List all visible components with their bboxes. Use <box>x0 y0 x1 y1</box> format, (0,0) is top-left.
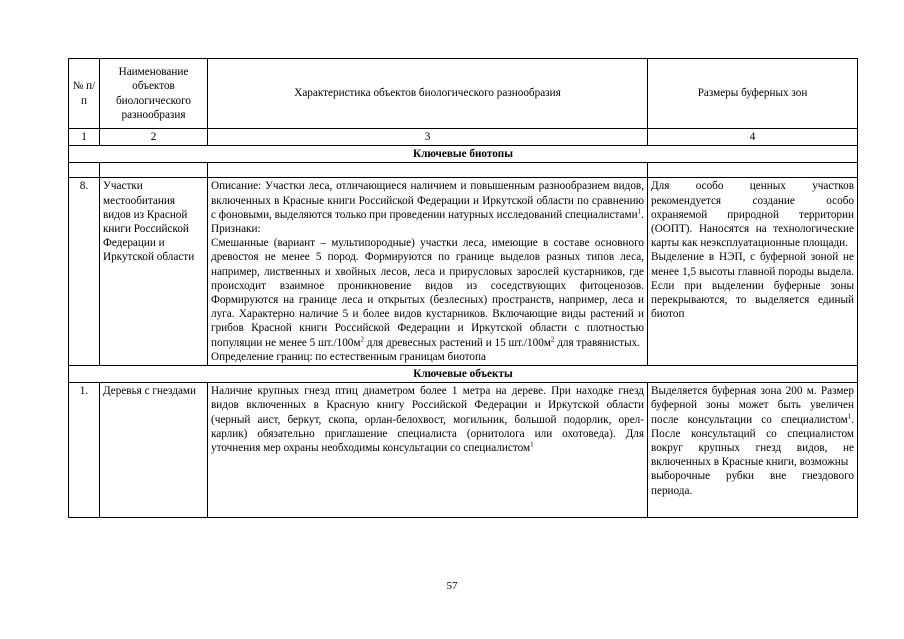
table-row <box>69 178 858 366</box>
page-number: 57 <box>446 580 458 592</box>
empty-cell <box>100 163 208 178</box>
empty-cell <box>69 163 100 178</box>
object-name: Деревья с гнездами <box>100 383 208 518</box>
object-characteristics <box>208 178 648 366</box>
section-title-key-objects: Ключевые объекты <box>69 366 858 383</box>
buffer-text: Для особо ценных участков рекомендуется создание особо охраняемой природной территории (ООПТ). Наносятся на технологические карты как неэксплуатационные площади. <box>651 180 854 250</box>
row-number: 1. <box>69 383 100 518</box>
header-row <box>69 59 858 129</box>
column-number: 4 <box>648 129 858 146</box>
signs-text: Смешанные (вариант – мультипородные) участки леса, имеющие в составе основного древостоя не менее 5 пород. Формируются по границе выделов разных типов леса, например, лиственных и хвойных лесов, леса и прирусловых зарослей кустарников, где происходит взаимное проникновение видов из соседствующих фитоценозов. Формируются на границе леса и открытых (безлесных) пространств, например, леса и луга. Характерно наличие 5 и более видов кустарников. Включающие виды растений и грибов Красной книги Российской Федерации и Иркутской области с плотностью популяции не менее 5 $шт./100м^2$ для древесных растений и 15 $шт./100м^2$ для травянистых. <box>211 237 644 349</box>
signs-label: Признаки: <box>211 223 261 236</box>
buffer-text: Выделяется буферная зона 200 м. Размер буферной зоны может быть увеличен после консультации со специалистом$^1$. После консультаций со специалистом вокруг крупных гнезд видов, не включенных в Красные книги, возможны <box>651 385 854 469</box>
row-number: 8. <box>69 178 100 366</box>
column-number: 3 <box>208 129 648 146</box>
buffer-zone <box>648 383 858 518</box>
column-number: 1 <box>69 129 100 146</box>
column-numbers-row <box>69 129 858 146</box>
empty-cell <box>208 163 648 178</box>
column-number: 2 <box>100 129 208 146</box>
buffer-text: выборочные рубки вне гнездового периода. <box>651 470 854 497</box>
section-row <box>69 366 858 383</box>
empty-cell <box>648 163 858 178</box>
table-row <box>69 383 858 518</box>
section-title-key-biotopes: Ключевые биотопы <box>69 146 858 163</box>
description: Описание: Участки леса, отличающиеся наличием и повышенным разнообразием видов, включенных в Красные книги Российской Федерации и Иркутской области по сравнению с фоновыми, выделяются только при проведении натурных исследований специалистами$^1$. <box>211 180 644 221</box>
header-buffer-zones: Размеры буферных зон <box>648 59 858 129</box>
object-name: Участки местообитания видов из Красной книги Российской Федерации и Иркутской области <box>100 178 208 366</box>
buffer-zone <box>648 178 858 366</box>
empty-row <box>69 163 858 178</box>
section-row <box>69 146 858 163</box>
header-name: Наименование объектов биологического разнообразия <box>100 59 208 129</box>
header-no: № п/п <box>69 59 100 129</box>
header-characteristics: Характеристика объектов биологического разнообразия <box>208 59 648 129</box>
boundary-definition: Определение границ: по естественным границам биотопа <box>211 350 486 363</box>
document-table <box>68 58 858 518</box>
buffer-text: Выделение в НЭП, с буферной зоной не менее 1,5 высоты главной породы выдела. Если при выделении буферные зоны перекрываются, то выделяется единый биотоп <box>651 251 854 321</box>
object-characteristics: Наличие крупных гнезд птиц диаметром более 1 метра на дереве. При находке гнезд видов включенных в Красную книгу Российской Федерации и Иркутской области (черный аист, беркут, скопа, орлан-белохвост, могильник, большой подорлик, орел-карлик) обязательно приглашение специалиста (орнитолога или охотоведа). Для уточнения мер охраны необходимы консультации со специалистом$^1$ <box>208 383 648 518</box>
